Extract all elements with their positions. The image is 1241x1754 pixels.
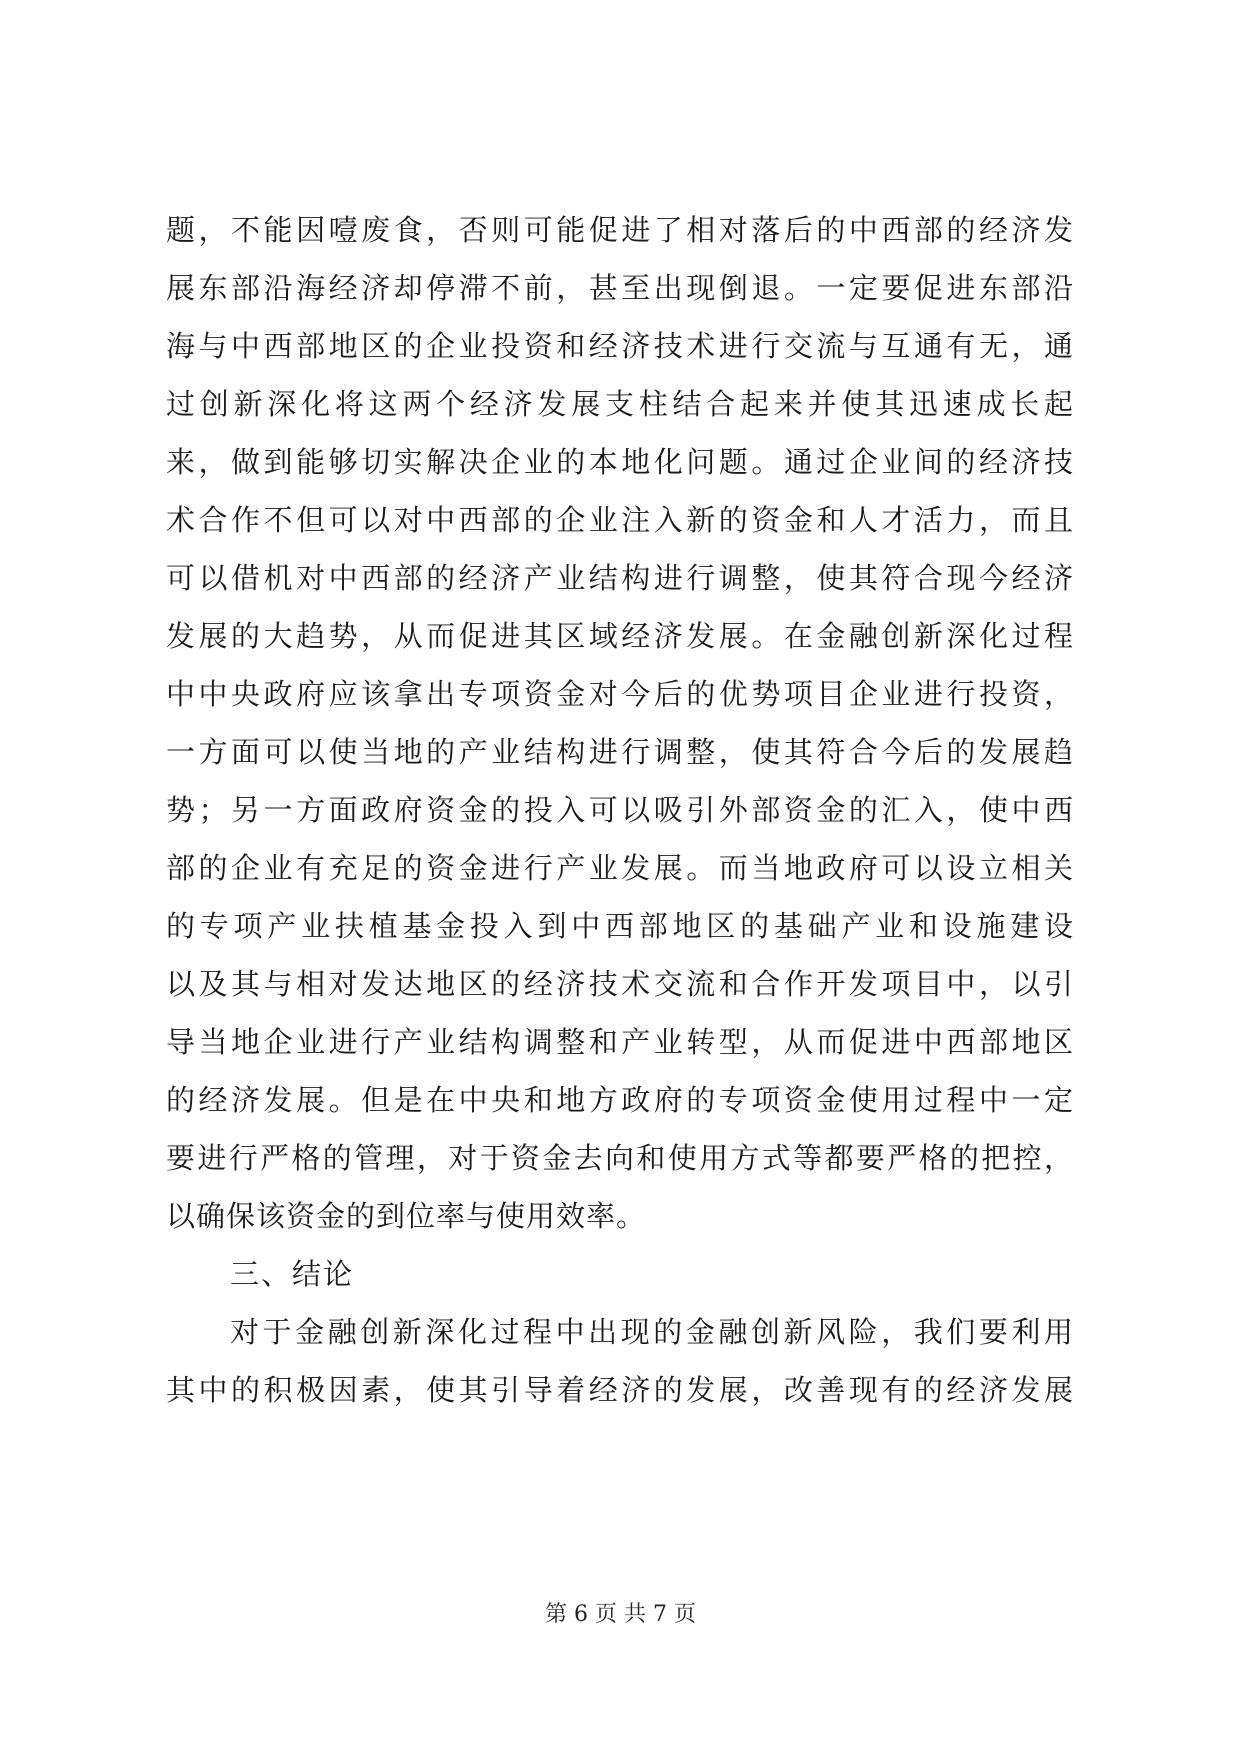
text-line: 中中央政府应该拿出专项资金对今后的优势项目企业进行投资， [166,677,1074,711]
text-line: 过创新深化将这两个经济发展支柱结合起来并使其迅速成长起 [166,387,1074,421]
text-line: 的经济发展。但是在中央和地方政府的专项资金使用过程中一定 [166,1083,1074,1117]
text-line: 可以借机对中西部的经济产业结构进行调整，使其符合现今经济 [166,561,1074,595]
text-line: 海与中西部地区的企业投资和经济技术进行交流与互通有无，通 [166,329,1074,363]
text-line: 题，不能因噎废食，否则可能促进了相对落后的中西部的经济发 [166,213,1074,247]
text-line: 其中的积极因素，使其引导着经济的发展，改善现有的经济发展 [166,1373,1074,1407]
text-line: 要进行严格的管理，对于资金去向和使用方式等都要严格的把控， [166,1141,1074,1175]
text-line: 展东部沿海经济却停滞不前，甚至出现倒退。一定要促进东部沿 [166,271,1074,305]
text-line: 对于金融创新深化过程中出现的金融创新风险，我们要利用 [230,1315,1074,1349]
section-heading: 三、结论 [230,1257,355,1291]
text-line: 以确保该资金的到位率与使用效率。 [166,1199,647,1233]
text-line: 部的企业有充足的资金进行产业发展。而当地政府可以设立相关 [166,851,1074,885]
text-line: 的专项产业扶植基金投入到中西部地区的基础产业和设施建设 [166,909,1074,943]
text-line: 势；另一方面政府资金的投入可以吸引外部资金的汇入，使中西 [166,793,1074,827]
text-line: 以及其与相对发达地区的经济技术交流和合作开发项目中，以引 [166,967,1074,1001]
text-line: 术合作不但可以对中西部的企业注入新的资金和人才活力，而且 [166,503,1074,537]
text-line: 导当地企业进行产业结构调整和产业转型，从而促进中西部地区 [166,1025,1074,1059]
text-line: 发展的大趋势，从而促进其区域经济发展。在金融创新深化过程 [166,619,1074,653]
text-line: 来，做到能够切实解决企业的本地化问题。通过企业间的经济技 [166,445,1074,479]
page-number-footer: 第 6 页 共 7 页 [545,1602,696,1627]
text-line: 一方面可以使当地的产业结构进行调整，使其符合今后的发展趋 [166,735,1074,769]
